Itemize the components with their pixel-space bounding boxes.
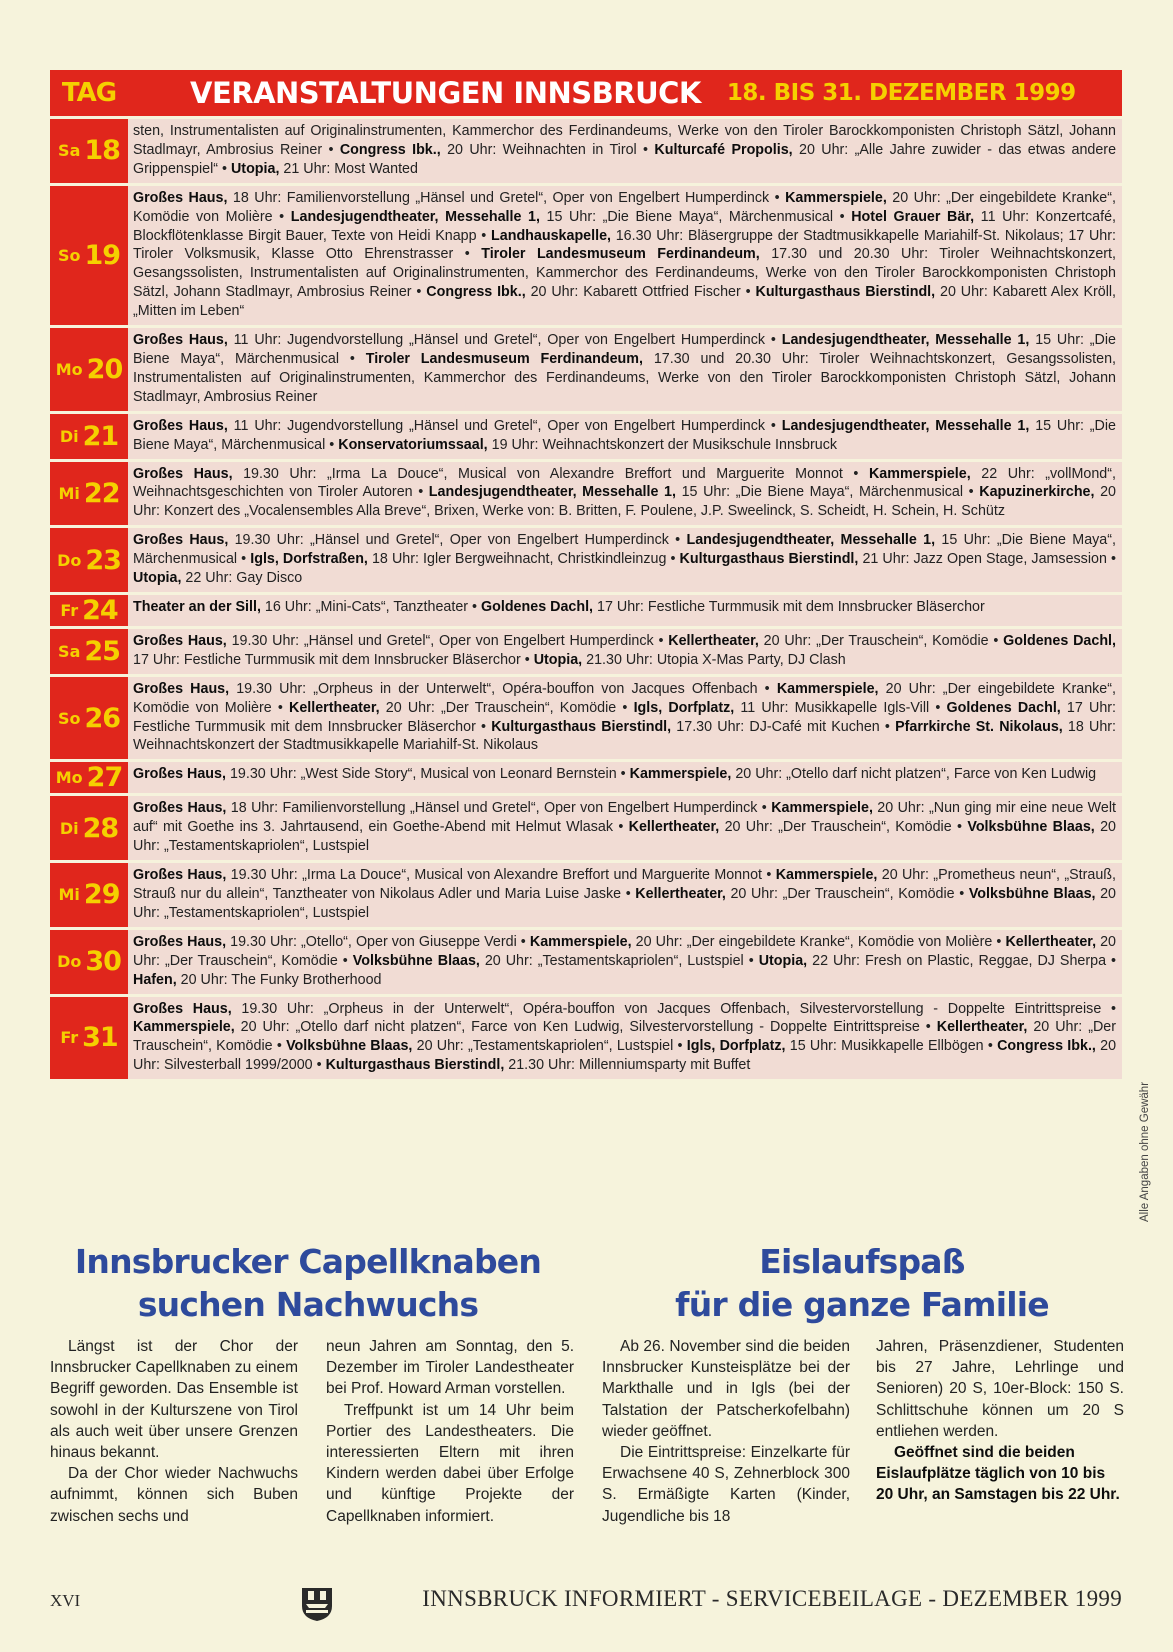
event-text: 20 Uhr: „Der eingebildete Kranke“, Komödie von Molière • bbox=[133, 189, 1116, 225]
page-number: XVI bbox=[50, 1591, 81, 1610]
venue-name: Großes Haus, bbox=[133, 680, 230, 697]
venue-name: Volksbühne Blaas, bbox=[352, 952, 480, 969]
event-text: 17.30 und 20.30 Uhr: Tiroler Weihnachtskonzert, Gesangssolisten, Instrumentalisten auf Originalinstrumenten, Kammerchor des Ferdinandeums, Werke von den Tiroler Barockkomponisten Christoph Sätzl, Johann Stadlmayr, Ambrosius Reiner bbox=[133, 350, 1116, 405]
weekday-label: Mo bbox=[55, 359, 83, 379]
venue-name: Volksbühne Blaas, bbox=[968, 886, 1096, 902]
day-cell bbox=[50, 328, 128, 411]
event-text: 20 Uhr: „Nun ging mir eine neue Welt auf“ mit Goethe ins 3. Jahrtausend, ein Goethe-Abend mit Helmut Wlasak • bbox=[133, 800, 1116, 836]
event-text: 18 Uhr: Igler Bergweihnacht, Christkindleinzug • bbox=[367, 551, 680, 568]
event-text: 21.30 Uhr: Utopia X-Mas Party, DJ Clash bbox=[582, 651, 846, 668]
venue-name: Kapuzinerkirche, bbox=[979, 484, 1095, 501]
day-number: 20 bbox=[86, 353, 123, 385]
event-text: 11 Uhr: Jugendvorstellung „Hänsel und Gretel“, Oper von Engelbert Humperdinck • bbox=[227, 417, 782, 434]
event-text: 20 Uhr: The Funky Brotherhood bbox=[176, 971, 382, 988]
venue-name: Großes Haus, bbox=[133, 532, 229, 549]
event-text: 16.30 Uhr: Bläsergruppe der Stadtmusikkapelle Mariahilf-St. Nikolaus; 17 Uhr: Tiroler Volksmusik, Klasse Otto Ehrenstrasser • bbox=[133, 227, 1116, 263]
venue-name: Kulturgasthaus Bierstindl, bbox=[755, 284, 936, 301]
event-row bbox=[50, 863, 1122, 927]
event-text: 15 Uhr: „Die Biene Maya“, Märchenmusical • bbox=[675, 484, 980, 501]
event-text: 20 Uhr: Weihnachten in Tirol • bbox=[440, 141, 655, 158]
event-text: 19.30 Uhr: „West Side Story“, Musical von Leonard Bernstein • bbox=[225, 766, 630, 783]
venue-name: Kammerspiele, bbox=[529, 933, 632, 950]
event-text: 11 Uhr: Konzertcafé, Blockflötenklasse Birgit Bauer, Texte von Heidi Knapp • bbox=[133, 208, 1116, 244]
event-text: 19.30 Uhr: „Otello“, Oper von Giuseppe Verdi • bbox=[226, 933, 530, 950]
event-text: 18 Uhr: Weihnachtskonzert der Stadtmusikkapelle Mariahilf-St. Nikolaus bbox=[133, 718, 1117, 754]
event-description bbox=[128, 677, 1122, 760]
event-text: 16 Uhr: „Mini-Cats“, Tanztheater • bbox=[260, 598, 481, 615]
day-cell bbox=[50, 629, 128, 674]
page-title: VERANSTALTUNGEN INNSBRUCK bbox=[190, 76, 701, 110]
day-number: 26 bbox=[84, 702, 121, 734]
event-description bbox=[128, 186, 1122, 325]
venue-name: Großes Haus, bbox=[133, 417, 228, 434]
weekday-label: Sa bbox=[58, 641, 81, 661]
weekday-label: Mo bbox=[55, 768, 83, 788]
venue-name: Kellertheater, bbox=[668, 632, 759, 649]
event-text: 20 Uhr: Kabarett Alex Kröll, „Mitten im Leben“ bbox=[133, 284, 1117, 320]
event-text: 17 Uhr: Festliche Turmmusik mit dem Innsbrucker Bläserchor • bbox=[133, 651, 534, 668]
event-text: 17.30 und 20.30 Uhr: Tiroler Weihnachtskonzert, Gesangssolisten, Instrumentalisten auf Originalinstrumenten, Kammerchor des Ferdinandeums, Werke von den Tiroler Barockkomponisten Christoph Sätzl, Johann Stadlmayr, Ambrosius Reiner • bbox=[133, 246, 1117, 301]
venue-name: Utopia, bbox=[758, 952, 808, 969]
event-description bbox=[128, 528, 1122, 592]
day-number: 31 bbox=[82, 1022, 118, 1054]
event-text: 20 Uhr: „Der Trauschein“, Komödie • bbox=[725, 886, 969, 902]
event-row bbox=[50, 119, 1122, 183]
event-description bbox=[128, 414, 1122, 459]
venue-name: Großes Haus, bbox=[133, 632, 227, 649]
weekday-label: Fr bbox=[60, 600, 79, 620]
event-text: 20 Uhr: Silvesterball 1999/2000 • bbox=[133, 1038, 1117, 1074]
day-cell bbox=[50, 414, 128, 459]
disclaimer-note: Alle Angaben ohne Gewähr bbox=[1139, 1081, 1151, 1222]
article-eislauf-col2 bbox=[876, 1336, 1124, 1506]
event-text: 20 Uhr: „Der Trauschein“, Komödie • bbox=[133, 1019, 1116, 1055]
venue-name: Großes Haus, bbox=[133, 465, 233, 482]
venue-name: Hafen, bbox=[133, 971, 177, 988]
venue-name: Kellertheater, bbox=[628, 819, 720, 836]
tag-column-label: TAG bbox=[61, 78, 117, 108]
paragraph: Ab 26. November sind die beiden Innsbrucker Kunsteisplätze bei der Markthalle und in Igls (bei der Talstation der Patscherkofelbahn) wieder geöffnet. bbox=[602, 1338, 850, 1440]
event-row bbox=[50, 414, 1122, 459]
event-text: 11 Uhr: Jugendvorstellung „Hänsel und Gretel“, Oper von Engelbert Humperdinck • bbox=[227, 332, 782, 349]
venue-name: Großes Haus, bbox=[133, 933, 227, 950]
article-capellknaben-title bbox=[48, 1240, 568, 1326]
venue-name: Landesjugendtheater, Messehalle 1, bbox=[290, 208, 540, 225]
event-text: 18 Uhr: Familienvorstellung „Hänsel und Gretel“, Oper von Engelbert Humperdinck • bbox=[226, 800, 772, 817]
venue-name: Großes Haus, bbox=[133, 800, 227, 817]
event-text: sten, Instrumentalisten auf Originalinstrumenten, Kammerchor des Ferdinandeums, Werke von den Tiroler Barockkomponisten Christoph Sätzl, Johann Stadlmayr, Ambrosius Reiner • bbox=[133, 123, 1116, 158]
venue-name: Kulturcafé Propolis, bbox=[654, 141, 793, 158]
event-text: 21 Uhr: Most Wanted bbox=[279, 160, 418, 177]
event-description bbox=[128, 762, 1122, 793]
event-text: 20 Uhr: „Der eingebildete Kranke“, Komödie von Molière • bbox=[133, 680, 1116, 716]
venue-name: Tiroler Landesmuseum Ferdinandeum, bbox=[365, 350, 643, 367]
event-text: 20 Uhr: „Der Trauschein“, Komödie • bbox=[719, 819, 968, 836]
venue-name: Landhauskapelle, bbox=[491, 227, 612, 244]
weekday-label: Di bbox=[59, 818, 79, 838]
day-cell bbox=[50, 796, 128, 860]
venue-name: Utopia, bbox=[230, 160, 280, 177]
event-text: 21.30 Uhr: Millenniumsparty mit Buffet bbox=[504, 1057, 751, 1074]
day-number: 21 bbox=[82, 420, 119, 452]
paragraph-highlight: Geöffnet sind die beiden Eislaufplätze täglich von 10 bis 20 Uhr, an Samstagen bis 22 Uhr. bbox=[876, 1444, 1120, 1504]
event-text: 20 Uhr: „Alle Jahre zuwider - das etwas andere Grippenspiel“ • bbox=[133, 141, 1117, 177]
weekday-label: So bbox=[57, 708, 81, 728]
event-text: 19.30 Uhr: „Irma La Douce“, Musical von Alexandre Breffort und Marguerite Monnot • bbox=[232, 465, 869, 482]
weekday-label: Do bbox=[57, 952, 82, 972]
day-cell bbox=[50, 119, 128, 183]
event-description bbox=[128, 119, 1122, 183]
venue-name: Goldenes Dachl, bbox=[946, 699, 1061, 716]
day-cell bbox=[50, 677, 128, 760]
venue-name: Volksbühne Blaas, bbox=[286, 1038, 413, 1055]
venue-name: Kammerspiele, bbox=[771, 800, 873, 817]
day-cell bbox=[50, 595, 128, 626]
event-text: 20 Uhr: „Prometheus neun“, „Strauß, Strauß nur du allein“, Tanztheater von Nikolaus Adler und Maria Luise Jaske • bbox=[133, 867, 1116, 902]
day-number: 30 bbox=[85, 946, 121, 978]
event-text: 20 Uhr: „Otello darf nicht platzen“, Farce von Ken Ludwig bbox=[731, 766, 1097, 783]
event-row bbox=[50, 186, 1122, 325]
venue-name: Großes Haus, bbox=[133, 1000, 232, 1017]
event-row bbox=[50, 677, 1122, 760]
article-capellknaben-col2 bbox=[326, 1336, 574, 1527]
day-cell bbox=[50, 186, 128, 325]
weekday-label: Mi bbox=[58, 885, 80, 905]
venue-name: Kammerspiele, bbox=[629, 766, 732, 783]
venue-name: Landesjugendtheater, Messehalle 1, bbox=[781, 417, 1030, 434]
day-number: 25 bbox=[84, 635, 120, 667]
day-number: 23 bbox=[85, 544, 121, 576]
event-text: 19.30 Uhr: „Hänsel und Gretel“, Oper von Engelbert Humperdinck • bbox=[228, 532, 687, 549]
event-text: 15 Uhr: „Die Biene Maya“, Märchenmusical • bbox=[133, 417, 1116, 453]
article-capellknaben-col1 bbox=[50, 1336, 298, 1527]
innsbruck-coat-of-arms-icon bbox=[300, 1586, 334, 1622]
venue-name: Großes Haus, bbox=[133, 766, 226, 783]
event-text: 20 Uhr: „Otello darf nicht platzen“, Farce von Ken Ludwig, Silvestervorstellung - Doppelte Eintrittspreise • bbox=[234, 1019, 937, 1036]
event-text: 19 Uhr: Weihnachtskonzert der Musikschule Innsbruck bbox=[487, 436, 838, 453]
event-text: 15 Uhr: „Die Biene Maya“, Märchenmusical • bbox=[133, 532, 1116, 568]
article-title-line: suchen Nachwuchs bbox=[137, 1285, 479, 1324]
venue-name: Igls, Dorfplatz, bbox=[686, 1038, 786, 1055]
page-footer bbox=[50, 1586, 1122, 1622]
venue-name: Großes Haus, bbox=[133, 332, 228, 349]
event-text: 15 Uhr: „Die Biene Maya“, Märchenmusical • bbox=[539, 208, 852, 225]
article-eislauf-title bbox=[602, 1240, 1122, 1326]
article-title-line: Innsbrucker Capellknaben bbox=[74, 1242, 542, 1281]
venue-name: Kulturgasthaus Bierstindl, bbox=[491, 718, 672, 735]
event-text: 20 Uhr: „Testamentskapriolen“, Lustspiel bbox=[133, 886, 1117, 921]
weekday-label: Sa bbox=[58, 141, 81, 161]
venue-name: Konservatoriumssaal, bbox=[338, 436, 488, 453]
venue-name: Igls, Dorfstraßen, bbox=[250, 551, 368, 568]
event-row bbox=[50, 997, 1122, 1080]
venue-name: Kammerspiele, bbox=[785, 189, 887, 206]
venue-name: Pfarrkirche St. Nikolaus, bbox=[895, 718, 1063, 735]
paragraph: Längst ist der Chor der Innsbrucker Capellknaben zu einem Begriff geworden. Das Ensemble ist sowohl in der Kulturszene von Tirol als auch weit über unsere Grenzen hinaus bekannt. bbox=[50, 1338, 298, 1462]
venue-name: Theater an der Sill, bbox=[133, 598, 261, 615]
venue-name: Kellertheater, bbox=[635, 886, 726, 902]
day-cell bbox=[50, 528, 128, 592]
event-text: 19.30 Uhr: „Hänsel und Gretel“, Oper von Engelbert Humperdinck • bbox=[226, 632, 669, 649]
event-description bbox=[128, 328, 1122, 411]
event-text: 17 Uhr: Festliche Turmmusik mit dem Innsbrucker Bläserchor bbox=[593, 598, 985, 615]
event-text: 20 Uhr: Konzert des „Vocalensembles Alla Breve“, Brixen, Werke von: B. Britten, F. Poulene, J.P. Sweelinck, S. Scheidt, H. Schein, H. Schütz bbox=[133, 484, 1116, 520]
day-number: 19 bbox=[84, 239, 121, 271]
venue-name: Goldenes Dachl, bbox=[481, 598, 594, 615]
event-text: 20 Uhr: „Der Trauschein“, Komödie • bbox=[379, 699, 634, 716]
venue-name: Utopia, bbox=[533, 651, 583, 668]
venue-name: Kammerspiele, bbox=[133, 1019, 235, 1036]
date-range: 18. BIS 31. DEZEMBER 1999 bbox=[726, 80, 1076, 106]
event-text: 20 Uhr: „Testamentskapriolen“, Lustspiel bbox=[133, 819, 1116, 855]
venue-name: Goldenes Dachl, bbox=[1003, 632, 1116, 649]
venue-name: Landesjugendtheater, Messehalle 1, bbox=[781, 332, 1030, 349]
venue-name: Hotel Grauer Bär, bbox=[851, 208, 975, 225]
day-number: 22 bbox=[83, 477, 120, 509]
event-text: 21 Uhr: Jazz Open Stage, Jamsession • bbox=[858, 551, 1116, 568]
paragraph: Da der Chor wieder Nachwuchs aufnimmt, können sich Buben zwischen sechs und bbox=[50, 1465, 298, 1525]
venue-name: Landesjugendtheater, Messehalle 1, bbox=[686, 532, 936, 549]
event-text: 18 Uhr: Familienvorstellung „Hänsel und Gretel“, Oper von Engelbert Humperdinck • bbox=[227, 189, 786, 206]
event-description bbox=[128, 930, 1122, 994]
paragraph: Jahren, Präsenzdiener, Studenten bis 27 Jahre, Lehrlinge und Senioren) 20 S, 10er-Block: 150 S. Schlittschuhe können um 20 S entliehen werden. bbox=[876, 1338, 1124, 1440]
weekday-label: So bbox=[57, 245, 81, 265]
paragraph: Treffpunkt ist um 14 Uhr beim Portier des Landestheaters. Die interessierten Eltern mit ihren Kindern werden dabei über Erfolge und künftige Projekte der Capellknaben informiert. bbox=[326, 1401, 574, 1525]
day-cell bbox=[50, 462, 128, 526]
weekday-label: Mi bbox=[58, 483, 80, 503]
venue-name: Kulturgasthaus Bierstindl, bbox=[325, 1057, 505, 1074]
venue-name: Kammerspiele, bbox=[776, 680, 879, 697]
day-number: 24 bbox=[82, 594, 118, 626]
event-text: 17 Uhr: Festliche Turmmusik mit dem Innsbrucker Bläserchor • bbox=[133, 699, 1117, 735]
event-text: 15 Uhr: Musikkapelle Ellbögen • bbox=[785, 1038, 998, 1055]
day-cell bbox=[50, 997, 128, 1080]
event-description bbox=[128, 997, 1122, 1080]
venue-name: Igls, Dorfplatz, bbox=[633, 699, 735, 716]
day-number: 28 bbox=[82, 812, 119, 844]
event-row bbox=[50, 595, 1122, 626]
event-description bbox=[128, 629, 1122, 674]
event-text: 19.30 Uhr: „Orpheus in der Unterwelt“, Opéra-bouffon von Jacques Offenbach, Silvestervorstellung - Doppelte Eintrittspreise • bbox=[231, 1000, 1116, 1017]
event-text: 20 Uhr: Kabarett Ottfried Fischer • bbox=[525, 284, 756, 301]
article-title-line: Eislaufspaß bbox=[759, 1242, 965, 1281]
event-rows bbox=[50, 119, 1122, 1079]
venue-name: Congress Ibk., bbox=[997, 1038, 1096, 1055]
day-number: 18 bbox=[84, 135, 120, 167]
weekday-label: Do bbox=[57, 550, 82, 570]
events-table-header bbox=[50, 70, 1122, 116]
event-text: 20 Uhr: „Der eingebildete Kranke“, Komödie von Molière • bbox=[631, 933, 1006, 950]
venue-name: Kellertheater, bbox=[289, 699, 380, 716]
event-text: 20 Uhr: „Testamentskapriolen“, Lustspiel • bbox=[479, 952, 759, 969]
venue-name: Tiroler Landesmuseum Ferdinandeum, bbox=[481, 246, 760, 263]
event-description bbox=[128, 863, 1122, 927]
weekday-label: Fr bbox=[60, 1028, 79, 1048]
venue-name: Congress Ibk., bbox=[426, 284, 526, 301]
venue-name: Großes Haus, bbox=[133, 867, 227, 884]
venue-name: Kammerspiele, bbox=[868, 465, 971, 482]
venue-name: Landesjugendtheater, Messehalle 1, bbox=[428, 484, 676, 501]
event-row bbox=[50, 462, 1122, 526]
event-row bbox=[50, 930, 1122, 994]
event-description bbox=[128, 462, 1122, 526]
paragraph: neun Jahren am Sonntag, den 5. Dezember im Tiroler Landestheater bei Prof. Howard Arman vorstellen. bbox=[326, 1338, 574, 1398]
event-row bbox=[50, 762, 1122, 793]
event-text: 19.30 Uhr: „Orpheus in der Unterwelt“, Opéra-bouffon von Jacques Offenbach • bbox=[229, 680, 777, 697]
event-row bbox=[50, 629, 1122, 674]
event-text: 15 Uhr: „Die Biene Maya“, Märchenmusical • bbox=[133, 332, 1116, 367]
event-text: 20 Uhr: „Testamentskapriolen“, Lustspiel • bbox=[412, 1038, 687, 1055]
event-text: 17.30 Uhr: DJ-Café mit Kuchen • bbox=[671, 718, 896, 735]
event-text: 20 Uhr: „Der Trauschein“, Komödie • bbox=[758, 632, 1004, 649]
events-table bbox=[50, 70, 1122, 1079]
venue-name: Kellertheater, bbox=[1005, 933, 1097, 950]
day-number: 29 bbox=[83, 879, 120, 911]
event-row bbox=[50, 328, 1122, 411]
event-row bbox=[50, 528, 1122, 592]
venue-name: Großes Haus, bbox=[133, 189, 228, 206]
event-text: 20 Uhr: „Der Trauschein“, Komödie • bbox=[133, 933, 1117, 969]
venue-name: Volksbühne Blaas, bbox=[967, 819, 1095, 836]
event-description bbox=[128, 595, 1122, 626]
event-row bbox=[50, 796, 1122, 860]
day-cell bbox=[50, 762, 128, 793]
venue-name: Kammerspiele, bbox=[775, 867, 878, 884]
event-text: 19.30 Uhr: „Irma La Douce“, Musical von Alexandre Breffort und Marguerite Monnot • bbox=[226, 867, 776, 884]
event-text: 22 Uhr: Gay Disco bbox=[181, 570, 303, 587]
article-eislauf-col1 bbox=[602, 1336, 850, 1527]
paragraph: Die Eintrittspreise: Einzelkarte für Erwachsene 40 S, Zehnerblock 300 S. Ermäßigte Karten (Kinder, Jugendliche bis 18 bbox=[602, 1444, 850, 1525]
event-text: 22 Uhr: Fresh on Plastic, Reggae, DJ Sherpa • bbox=[807, 952, 1117, 969]
venue-name: Congress Ibk., bbox=[339, 141, 441, 158]
day-cell bbox=[50, 863, 128, 927]
event-description bbox=[128, 796, 1122, 860]
weekday-label: Di bbox=[59, 426, 79, 446]
venue-name: Kellertheater, bbox=[936, 1019, 1028, 1036]
venue-name: Utopia, bbox=[133, 570, 182, 587]
event-text: 11 Uhr: Musikkapelle Igls-Vill • bbox=[734, 699, 947, 716]
day-number: 27 bbox=[86, 762, 123, 794]
article-title-line: für die ganze Familie bbox=[675, 1285, 1049, 1324]
event-text: 22 Uhr: „vollMond“, Weihnachtsgeschichten von Tiroler Autoren • bbox=[133, 465, 1116, 501]
venue-name: Kulturgasthaus Bierstindl, bbox=[679, 551, 859, 568]
publication-title: INNSBRUCK INFORMIERT - SERVICEBEILAGE - DEZEMBER 1999 bbox=[422, 1586, 1122, 1611]
day-cell bbox=[50, 930, 128, 994]
